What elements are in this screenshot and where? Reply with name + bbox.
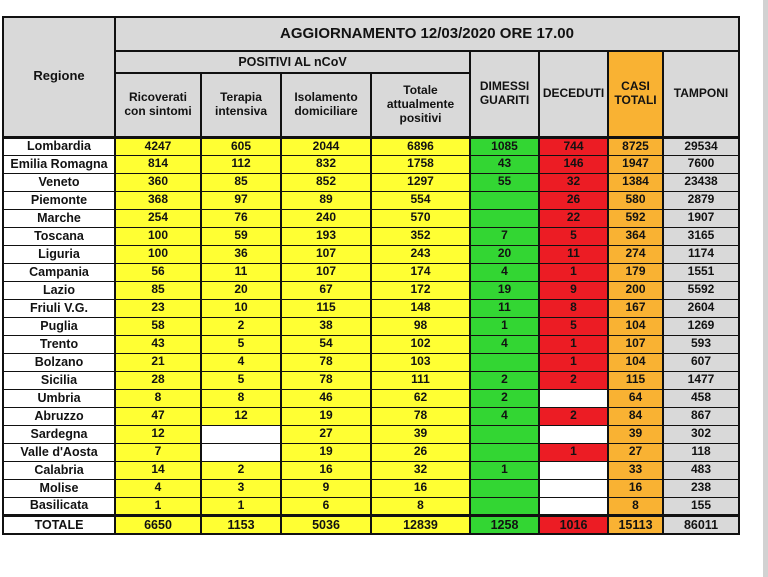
value-cell: 554 [371, 191, 470, 209]
value-cell: 100 [115, 227, 201, 245]
column-header-isolamento: Isolamento domiciliare [281, 73, 371, 137]
value-cell: 240 [281, 209, 371, 227]
column-header-totale-positivi: Totale attualmente positivi [371, 73, 470, 137]
value-cell: 4 [115, 479, 201, 497]
value-cell: 32 [371, 461, 470, 479]
value-cell: 20 [201, 281, 281, 299]
value-cell: 104 [608, 353, 663, 371]
value-cell: 19 [281, 407, 371, 425]
value-cell: 10 [201, 299, 281, 317]
value-cell: 19 [470, 281, 539, 299]
value-cell: 62 [371, 389, 470, 407]
value-cell: 98 [371, 317, 470, 335]
value-cell [470, 209, 539, 227]
value-cell: 274 [608, 245, 663, 263]
region-name-cell: Lombardia [3, 137, 115, 155]
table-row [3, 461, 739, 479]
value-cell: 11 [201, 263, 281, 281]
value-cell: 97 [201, 191, 281, 209]
value-cell [470, 497, 539, 515]
table-row [3, 191, 739, 209]
value-cell: 7 [470, 227, 539, 245]
value-cell: 39 [371, 425, 470, 443]
value-cell: 14 [115, 461, 201, 479]
region-column-header: Regione [3, 17, 115, 137]
value-cell: 29534 [663, 137, 739, 155]
table-row [3, 389, 739, 407]
value-cell: 78 [281, 353, 371, 371]
value-cell: 16 [281, 461, 371, 479]
value-cell: 4 [201, 353, 281, 371]
column-header-dimessi-guariti: DIMESSI GUARITI [470, 51, 539, 137]
region-name-cell: Veneto [3, 173, 115, 191]
region-name-cell: Abruzzo [3, 407, 115, 425]
value-cell: 12839 [371, 515, 470, 534]
value-cell: 6650 [115, 515, 201, 534]
value-cell: 36 [201, 245, 281, 263]
value-cell: 593 [663, 335, 739, 353]
value-cell: 483 [663, 461, 739, 479]
value-cell: 6896 [371, 137, 470, 155]
value-cell: 867 [663, 407, 739, 425]
table-row [3, 479, 739, 497]
value-cell: 1269 [663, 317, 739, 335]
totals-label-cell: TOTALE [3, 515, 115, 534]
value-cell: 16 [371, 479, 470, 497]
column-header-tamponi: TAMPONI [663, 51, 739, 137]
value-cell: 33 [608, 461, 663, 479]
value-cell: 4 [470, 263, 539, 281]
value-cell: 102 [371, 335, 470, 353]
value-cell: 8725 [608, 137, 663, 155]
region-name-cell: Friuli V.G. [3, 299, 115, 317]
value-cell: 1 [470, 317, 539, 335]
table-row [3, 335, 739, 353]
value-cell [539, 425, 608, 443]
value-cell: 1477 [663, 371, 739, 389]
value-cell: 352 [371, 227, 470, 245]
value-cell: 368 [115, 191, 201, 209]
value-cell: 5592 [663, 281, 739, 299]
value-cell: 200 [608, 281, 663, 299]
value-cell: 254 [115, 209, 201, 227]
value-cell: 2 [539, 407, 608, 425]
value-cell: 59 [201, 227, 281, 245]
value-cell: 5 [539, 227, 608, 245]
value-cell: 118 [663, 443, 739, 461]
value-cell: 8 [371, 497, 470, 515]
value-cell: 107 [608, 335, 663, 353]
value-cell: 2 [539, 371, 608, 389]
value-cell: 1 [115, 497, 201, 515]
column-header-terapia-intensiva: Terapia intensiva [201, 73, 281, 137]
value-cell [470, 443, 539, 461]
value-cell: 1947 [608, 155, 663, 173]
value-cell: 58 [115, 317, 201, 335]
table-row [3, 137, 739, 155]
table-row [3, 407, 739, 425]
value-cell: 2044 [281, 137, 371, 155]
value-cell: 47 [115, 407, 201, 425]
value-cell: 39 [608, 425, 663, 443]
region-name-cell: Molise [3, 479, 115, 497]
region-name-cell: Emilia Romagna [3, 155, 115, 173]
value-cell: 56 [115, 263, 201, 281]
region-name-cell: Campania [3, 263, 115, 281]
value-cell [539, 389, 608, 407]
value-cell [201, 425, 281, 443]
value-cell: 104 [608, 317, 663, 335]
value-cell: 55 [470, 173, 539, 191]
value-cell: 8 [115, 389, 201, 407]
region-name-cell: Lazio [3, 281, 115, 299]
region-name-cell: Umbria [3, 389, 115, 407]
value-cell: 2 [470, 389, 539, 407]
value-cell: 4247 [115, 137, 201, 155]
value-cell: 5 [539, 317, 608, 335]
value-cell: 1 [470, 461, 539, 479]
value-cell: 26 [539, 191, 608, 209]
region-name-cell: Piemonte [3, 191, 115, 209]
value-cell: 9 [281, 479, 371, 497]
value-cell [470, 479, 539, 497]
value-cell [201, 443, 281, 461]
value-cell: 64 [608, 389, 663, 407]
totals-row [3, 515, 739, 534]
value-cell: 23 [115, 299, 201, 317]
value-cell: 605 [201, 137, 281, 155]
value-cell: 7 [115, 443, 201, 461]
value-cell: 2879 [663, 191, 739, 209]
table-row [3, 227, 739, 245]
value-cell: 86011 [663, 515, 739, 534]
value-cell: 570 [371, 209, 470, 227]
value-cell: 78 [281, 371, 371, 389]
value-cell: 103 [371, 353, 470, 371]
value-cell: 43 [470, 155, 539, 173]
region-name-cell: Bolzano [3, 353, 115, 371]
table-row [3, 425, 739, 443]
value-cell: 107 [281, 263, 371, 281]
value-cell: 1297 [371, 173, 470, 191]
region-name-cell: Sardegna [3, 425, 115, 443]
value-cell: 2604 [663, 299, 739, 317]
region-name-cell: Trento [3, 335, 115, 353]
column-header-ricoverati: Ricoverati con sintomi [115, 73, 201, 137]
value-cell: 592 [608, 209, 663, 227]
value-cell: 19 [281, 443, 371, 461]
value-cell [539, 461, 608, 479]
value-cell: 364 [608, 227, 663, 245]
table-header [3, 17, 739, 137]
value-cell [539, 497, 608, 515]
value-cell: 8 [608, 497, 663, 515]
table-row [3, 245, 739, 263]
table-row [3, 209, 739, 227]
value-cell: 20 [470, 245, 539, 263]
table-row [3, 299, 739, 317]
value-cell [470, 425, 539, 443]
value-cell: 1 [539, 263, 608, 281]
value-cell: 112 [201, 155, 281, 173]
value-cell: 1174 [663, 245, 739, 263]
value-cell: 302 [663, 425, 739, 443]
table-row [3, 371, 739, 389]
value-cell: 11 [539, 245, 608, 263]
positivi-group-header: POSITIVI AL nCoV [115, 51, 470, 73]
value-cell: 8 [201, 389, 281, 407]
value-cell: 111 [371, 371, 470, 389]
value-cell: 84 [608, 407, 663, 425]
value-cell: 115 [608, 371, 663, 389]
value-cell: 3 [201, 479, 281, 497]
value-cell: 4 [470, 335, 539, 353]
value-cell: 23438 [663, 173, 739, 191]
value-cell: 193 [281, 227, 371, 245]
table-row [3, 497, 739, 515]
value-cell: 16 [608, 479, 663, 497]
value-cell: 43 [115, 335, 201, 353]
value-cell: 54 [281, 335, 371, 353]
value-cell: 32 [539, 173, 608, 191]
value-cell [470, 191, 539, 209]
value-cell: 27 [608, 443, 663, 461]
value-cell: 67 [281, 281, 371, 299]
value-cell: 1016 [539, 515, 608, 534]
value-cell: 1153 [201, 515, 281, 534]
value-cell: 28 [115, 371, 201, 389]
value-cell: 167 [608, 299, 663, 317]
value-cell: 115 [281, 299, 371, 317]
value-cell: 360 [115, 173, 201, 191]
table-title: AGGIORNAMENTO 12/03/2020 ORE 17.00 [115, 17, 739, 51]
value-cell: 1907 [663, 209, 739, 227]
value-cell: 7600 [663, 155, 739, 173]
value-cell: 5036 [281, 515, 371, 534]
value-cell: 852 [281, 173, 371, 191]
value-cell: 155 [663, 497, 739, 515]
page-edge-strip [763, 0, 768, 577]
value-cell: 146 [539, 155, 608, 173]
value-cell: 85 [115, 281, 201, 299]
column-header-deceduti: DECEDUTI [539, 51, 608, 137]
value-cell: 458 [663, 389, 739, 407]
value-cell: 580 [608, 191, 663, 209]
value-cell: 2 [470, 371, 539, 389]
value-cell: 1 [539, 335, 608, 353]
value-cell: 2 [201, 317, 281, 335]
table-row [3, 317, 739, 335]
value-cell: 5 [201, 371, 281, 389]
value-cell: 1 [539, 443, 608, 461]
region-name-cell: Basilicata [3, 497, 115, 515]
value-cell [470, 353, 539, 371]
table-row [3, 173, 739, 191]
covid-update-table [2, 16, 740, 535]
value-cell: 15113 [608, 515, 663, 534]
region-name-cell: Toscana [3, 227, 115, 245]
value-cell: 1758 [371, 155, 470, 173]
region-name-cell: Liguria [3, 245, 115, 263]
value-cell: 27 [281, 425, 371, 443]
value-cell: 78 [371, 407, 470, 425]
value-cell: 179 [608, 263, 663, 281]
value-cell: 832 [281, 155, 371, 173]
value-cell: 85 [201, 173, 281, 191]
table-row [3, 281, 739, 299]
value-cell: 1085 [470, 137, 539, 155]
value-cell: 1384 [608, 173, 663, 191]
value-cell: 76 [201, 209, 281, 227]
table-row [3, 443, 739, 461]
value-cell: 243 [371, 245, 470, 263]
value-cell: 1 [201, 497, 281, 515]
value-cell: 1258 [470, 515, 539, 534]
value-cell: 38 [281, 317, 371, 335]
column-header-casi-totali: CASI TOTALI [608, 51, 663, 137]
value-cell: 607 [663, 353, 739, 371]
value-cell: 814 [115, 155, 201, 173]
table-body [3, 137, 739, 534]
value-cell: 22 [539, 209, 608, 227]
value-cell: 12 [201, 407, 281, 425]
value-cell: 9 [539, 281, 608, 299]
region-name-cell: Sicilia [3, 371, 115, 389]
value-cell: 5 [201, 335, 281, 353]
value-cell: 107 [281, 245, 371, 263]
value-cell [539, 479, 608, 497]
value-cell: 21 [115, 353, 201, 371]
value-cell: 6 [281, 497, 371, 515]
table-row [3, 155, 739, 173]
region-name-cell: Calabria [3, 461, 115, 479]
value-cell: 11 [470, 299, 539, 317]
table-row [3, 353, 739, 371]
value-cell: 1 [539, 353, 608, 371]
value-cell: 12 [115, 425, 201, 443]
value-cell: 8 [539, 299, 608, 317]
value-cell: 744 [539, 137, 608, 155]
value-cell: 172 [371, 281, 470, 299]
value-cell: 174 [371, 263, 470, 281]
value-cell: 26 [371, 443, 470, 461]
value-cell: 4 [470, 407, 539, 425]
value-cell: 2 [201, 461, 281, 479]
value-cell: 46 [281, 389, 371, 407]
value-cell: 89 [281, 191, 371, 209]
value-cell: 100 [115, 245, 201, 263]
value-cell: 148 [371, 299, 470, 317]
value-cell: 1551 [663, 263, 739, 281]
region-name-cell: Marche [3, 209, 115, 227]
region-name-cell: Puglia [3, 317, 115, 335]
value-cell: 3165 [663, 227, 739, 245]
region-name-cell: Valle d'Aosta [3, 443, 115, 461]
value-cell: 238 [663, 479, 739, 497]
table-row [3, 263, 739, 281]
